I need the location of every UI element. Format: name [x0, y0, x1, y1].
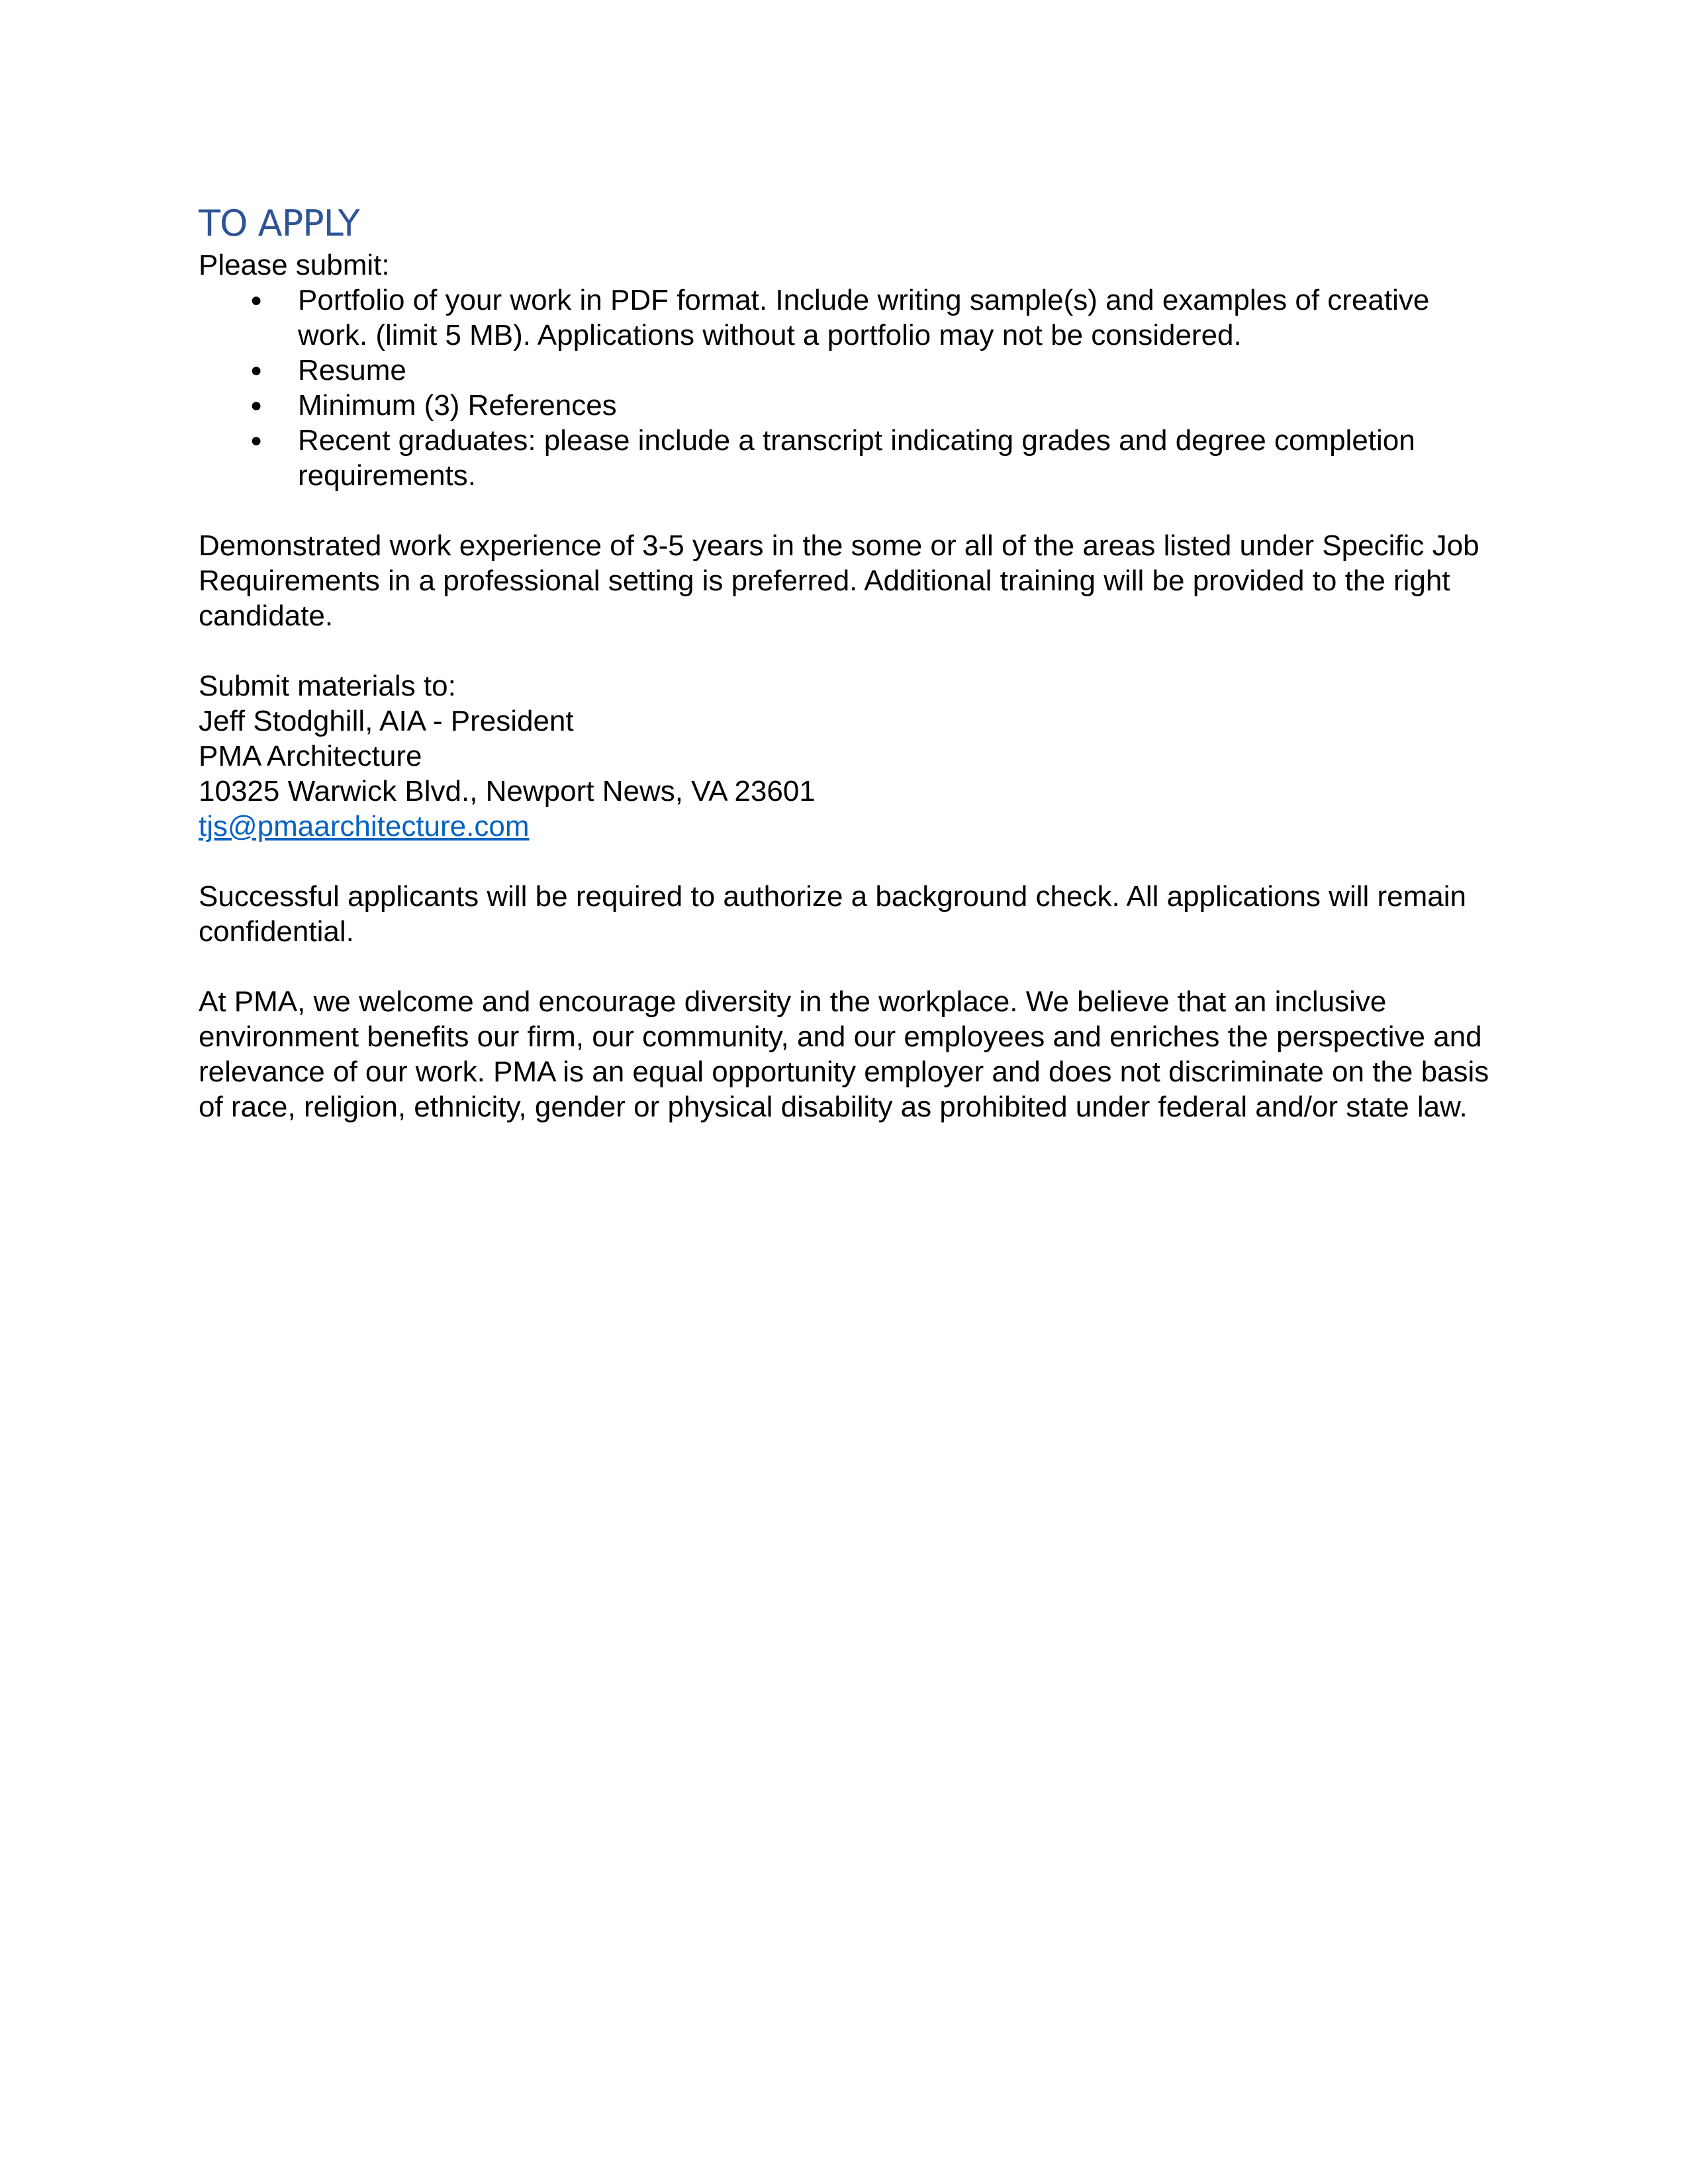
contact-email-line: [199, 809, 1489, 844]
contact-company: PMA Architecture: [199, 740, 422, 772]
list-item-text: Resume: [298, 354, 406, 387]
bullet-icon: ●: [250, 394, 263, 416]
contact-address: 10325 Warwick Blvd., Newport News, VA 23601: [199, 775, 816, 807]
bullet-icon: ●: [250, 359, 263, 381]
list-item: [199, 423, 1489, 493]
list-item-text: Portfolio of your work in PDF format. Include writing sample(s) and examples of creative work. (limit 5 MB). Applications without a portfolio may not be considered.: [298, 284, 1430, 351]
list-item: [199, 283, 1489, 353]
spacer: [199, 633, 1489, 668]
experience-paragraph: Demonstrated work experience of 3-5 years in the some or all of the areas listed under Specific Job Requirements in a professional setting is preferred. Additional training will be provided to the right candidate.: [199, 529, 1479, 632]
contact-name: Jeff Stodghill, AIA - President: [199, 705, 574, 737]
spacer: [199, 493, 1489, 528]
diversity-paragraph: At PMA, we welcome and encourage diversity in the workplace. We believe that an inclusive environment benefits our firm, our community, and our employees and enriches the perspective and relevance of our work. PMA is an equal opportunity employer and does not discriminate on the basis of race, religion, ethnicity, gender or physical disability as prohibited under federal and/or state law.: [199, 985, 1489, 1123]
spacer: [199, 949, 1489, 984]
bullet-icon: ●: [250, 289, 263, 311]
contact-block: [199, 668, 1489, 844]
list-item-text: Recent graduates: please include a transcript indicating grades and degree completion requirements.: [298, 424, 1415, 492]
section-heading: TO APPLY: [199, 203, 359, 244]
spacer: [199, 844, 1489, 879]
background-check-paragraph: Successful applicants will be required to authorize a background check. All applications will remain confidential.: [199, 880, 1467, 948]
requirements-list: [199, 283, 1489, 493]
email-link[interactable]: tjs@pmaarchitecture.com: [199, 810, 530, 842]
submit-intro: Please submit:: [199, 249, 390, 281]
bullet-icon: ●: [250, 430, 263, 451]
list-item: [199, 388, 1489, 423]
document-body: [199, 200, 1489, 1124]
list-item-text: Minimum (3) References: [298, 389, 617, 422]
list-item: [199, 353, 1489, 388]
contact-intro: Submit materials to:: [199, 670, 456, 702]
